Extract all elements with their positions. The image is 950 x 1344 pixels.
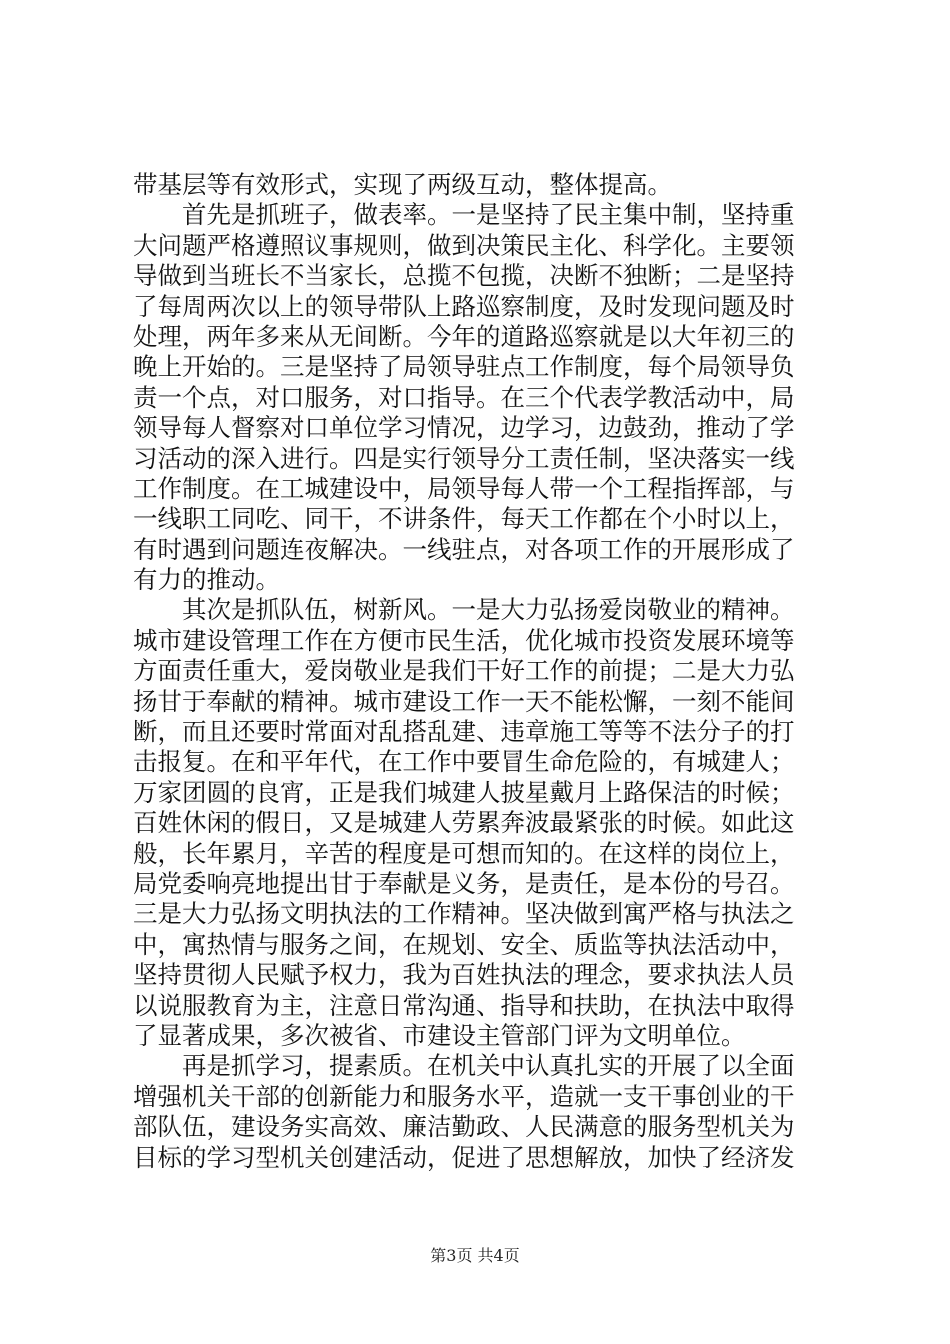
text-line: 有力的推动。 xyxy=(133,565,280,595)
text-line: 领导每人督察对口单位学习情况，边学习，边鼓劲，推动了学 xyxy=(133,413,795,443)
document-body xyxy=(133,170,833,1173)
text-line: 以说服教育为主，注意日常沟通、指导和扶助，在执法中取得 xyxy=(133,990,795,1020)
text-line: 目标的学习型机关创建活动，促进了思想解放，加快了经济发 xyxy=(133,1142,795,1172)
text-line: 坚持贯彻人民赋予权力，我为百姓执法的理念，要求执法人员 xyxy=(133,960,795,990)
text-line: 一线职工同吃、同干，不讲条件，每天工作都在个小时以上， xyxy=(133,504,795,534)
text-line: 部队伍，建设务实高效、廉洁勤政、人民满意的服务型机关为 xyxy=(133,1112,795,1142)
text-line: 有时遇到问题连夜解决。一线驻点，对各项工作的开展形成了 xyxy=(133,534,795,564)
text-line: 万家团圆的良宵，正是我们城建人披星戴月上路保洁的时候； xyxy=(133,777,795,807)
text-line: 带基层等有效形式，实现了两级互动，整体提高。 xyxy=(133,170,672,199)
text-line: 三是大力弘扬文明执法的工作精神。坚决做到寓严格与执法之 xyxy=(133,899,795,929)
paragraph-start-line: 其次是抓队伍，树新风。一是大力弘扬爱岗敬业的精神。 xyxy=(182,595,795,625)
text-line: 城市建设管理工作在方便市民生活，优化城市投资发展环境等 xyxy=(133,625,795,655)
text-line: 习活动的深入进行。四是实行领导分工责任制，坚决落实一线 xyxy=(133,443,795,473)
text-line: 中，寓热情与服务之间，在规划、安全、质监等执法活动中， xyxy=(133,929,795,959)
text-line: 局党委响亮地提出甘于奉献是义务，是责任，是本份的号召。 xyxy=(133,868,795,898)
text-line: 了每周两次以上的领导带队上路巡察制度，及时发现问题及时 xyxy=(133,291,795,321)
text-line: 断，而且还要时常面对乱搭乱建、违章施工等等不法分子的打 xyxy=(133,717,795,747)
paragraph-start-line: 再是抓学习，提素质。在机关中认真扎实的开展了以全面 xyxy=(182,1051,795,1081)
text-line: 方面责任重大，爱岗敬业是我们干好工作的前提；二是大力弘 xyxy=(133,656,795,686)
text-line: 处理，两年多来从无间断。今年的道路巡察就是以大年初三的 xyxy=(133,321,795,351)
text-line: 般，长年累月，辛苦的程度是可想而知的。在这样的岗位上， xyxy=(133,838,795,868)
page-number-footer: 第3页 共4页 xyxy=(430,1246,520,1265)
text-line: 晚上开始的。三是坚持了局领导驻点工作制度，每个局领导负 xyxy=(133,352,795,382)
text-line: 击报复。在和平年代，在工作中要冒生命危险的，有城建人； xyxy=(133,747,795,777)
text-line: 责一个点，对口服务，对口指导。在三个代表学教活动中，局 xyxy=(133,382,795,412)
text-line: 百姓休闲的假日，又是城建人劳累奔波最紧张的时候。如此这 xyxy=(133,808,795,838)
text-line: 导做到当班长不当家长，总揽不包揽，决断不独断；二是坚持 xyxy=(133,261,795,291)
text-line: 工作制度。在工城建设中，局领导每人带一个工程指挥部，与 xyxy=(133,473,795,503)
text-line: 了显著成果，多次被省、市建设主管部门评为文明单位。 xyxy=(133,1020,746,1050)
text-line: 大问题严格遵照议事规则，做到决策民主化、科学化。主要领 xyxy=(133,230,795,260)
paragraph-start-line: 首先是抓班子，做表率。一是坚持了民主集中制，坚持重 xyxy=(182,200,795,230)
text-line: 增强机关干部的创新能力和服务水平，造就一支干事创业的干 xyxy=(133,1081,795,1111)
text-line: 扬甘于奉献的精神。城市建设工作一天不能松懈，一刻不能间 xyxy=(133,686,795,716)
